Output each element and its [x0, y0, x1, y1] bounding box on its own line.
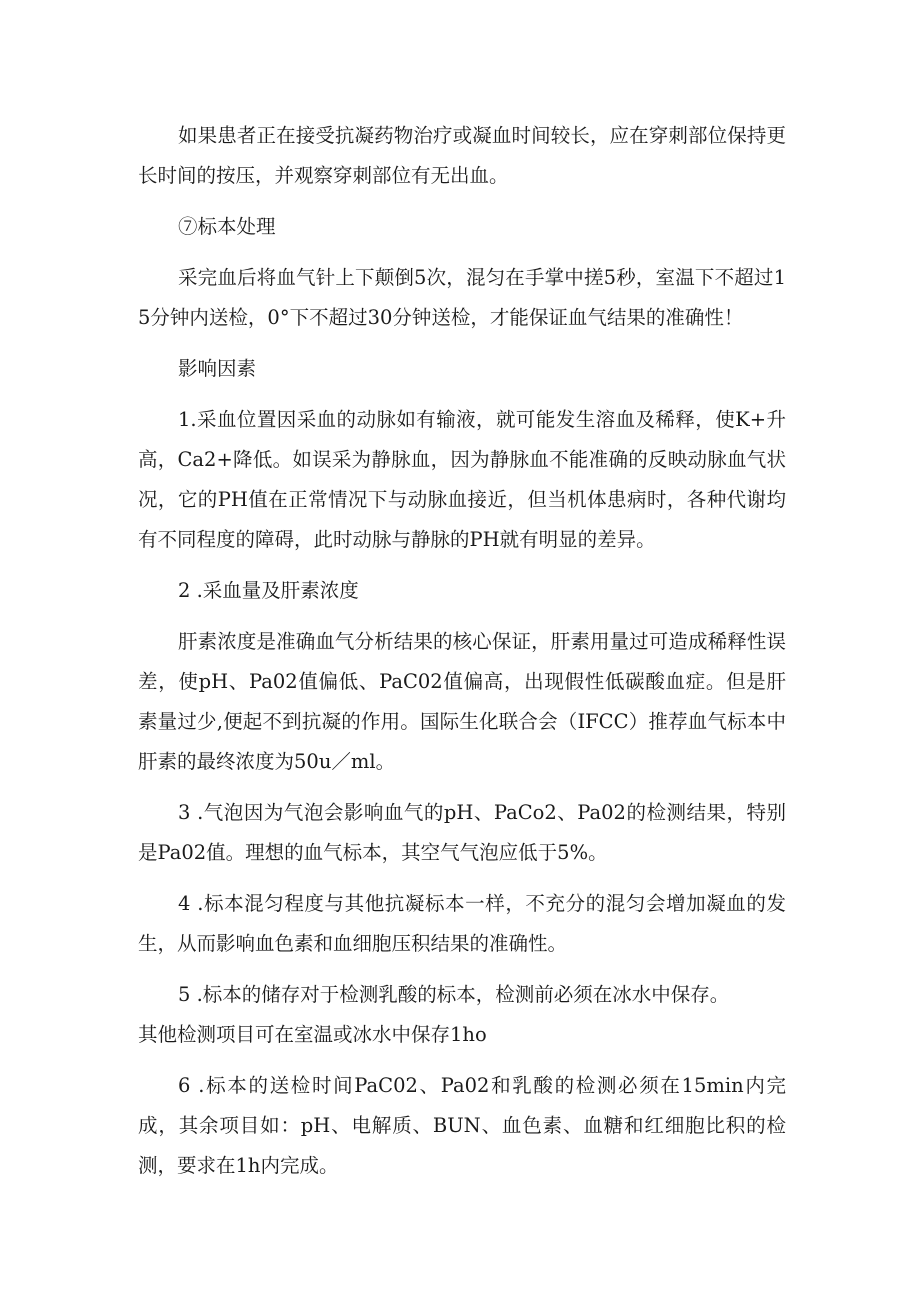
paragraph-factor-4-mixing: 4 .标本混匀程度与其他抗凝标本一样，不充分的混匀会增加凝血的发生，从而影响血色素和血细胞压积结果的准确性。	[138, 892, 786, 955]
paragraph-factor-1-sampling-site: 1.采血位置因采血的动脉如有输液，就可能发生溶血及稀释，使K+升高，Ca2+降低。如误采为静脉血，因为静脉血不能准确的反映动脉血气状况，它的PH值在正常情况下与动脉血接近，但当机体患病时，各种代谢均有不同程度的障碍，此时动脉与静脉的PH就有明显的差异。	[138, 408, 786, 551]
paragraph-specimen-handling: 采完血后将血气针上下颠倒5次，混匀在手掌中搓5秒，室温下不超过15分钟内送检，0°下不超过30分钟送检，才能保证血气结果的准确性！	[138, 266, 786, 329]
heading-factor-2-heparin: 2 .采血量及肝素浓度	[178, 579, 359, 602]
paragraph-anticoagulant-note: 如果患者正在接受抗凝药物治疗或凝血时间较长，应在穿刺部位保持更长时间的按压，并观察穿刺部位有无出血。	[138, 124, 786, 187]
heading-influencing-factors: 影响因素	[178, 357, 257, 380]
paragraph-factor-5-storage: 5 .标本的储存对于检测乳酸的标本，检测前必须在冰水中保存。	[178, 983, 730, 1006]
paragraph-factor-3-bubbles: 3 .气泡因为气泡会影响血气的pH、PaCo2、Pa02的检测结果，特别是Pa02值。理想的血气标本，其空气气泡应低于5%。	[138, 801, 786, 864]
paragraph-factor-6-delivery-time: 6 .标本的送检时间PaC02、Pa02和乳酸的检测必须在15min内完成，其余项目如：pH、电解质、BUN、血色素、血糖和红细胞比积的检测，要求在1h内完成。	[138, 1074, 786, 1177]
document-page	[138, 116, 786, 1197]
heading-specimen-handling: ⑦标本处理	[178, 215, 276, 238]
paragraph-storage-other-items: 其他检测项目可在室温或冰水中保存1ho	[138, 1023, 487, 1046]
paragraph-heparin-concentration: 肝素浓度是准确血气分析结果的核心保证，肝素用量过可造成稀释性误差，使pH、Pa02值偏低、PaC02值偏高，出现假性低碳酸血症。但是肝素量过少,便起不到抗凝的作用。国际生化联合会（IFCC）推荐血气标本中肝素的最终浓度为50u／ml。	[138, 630, 786, 773]
